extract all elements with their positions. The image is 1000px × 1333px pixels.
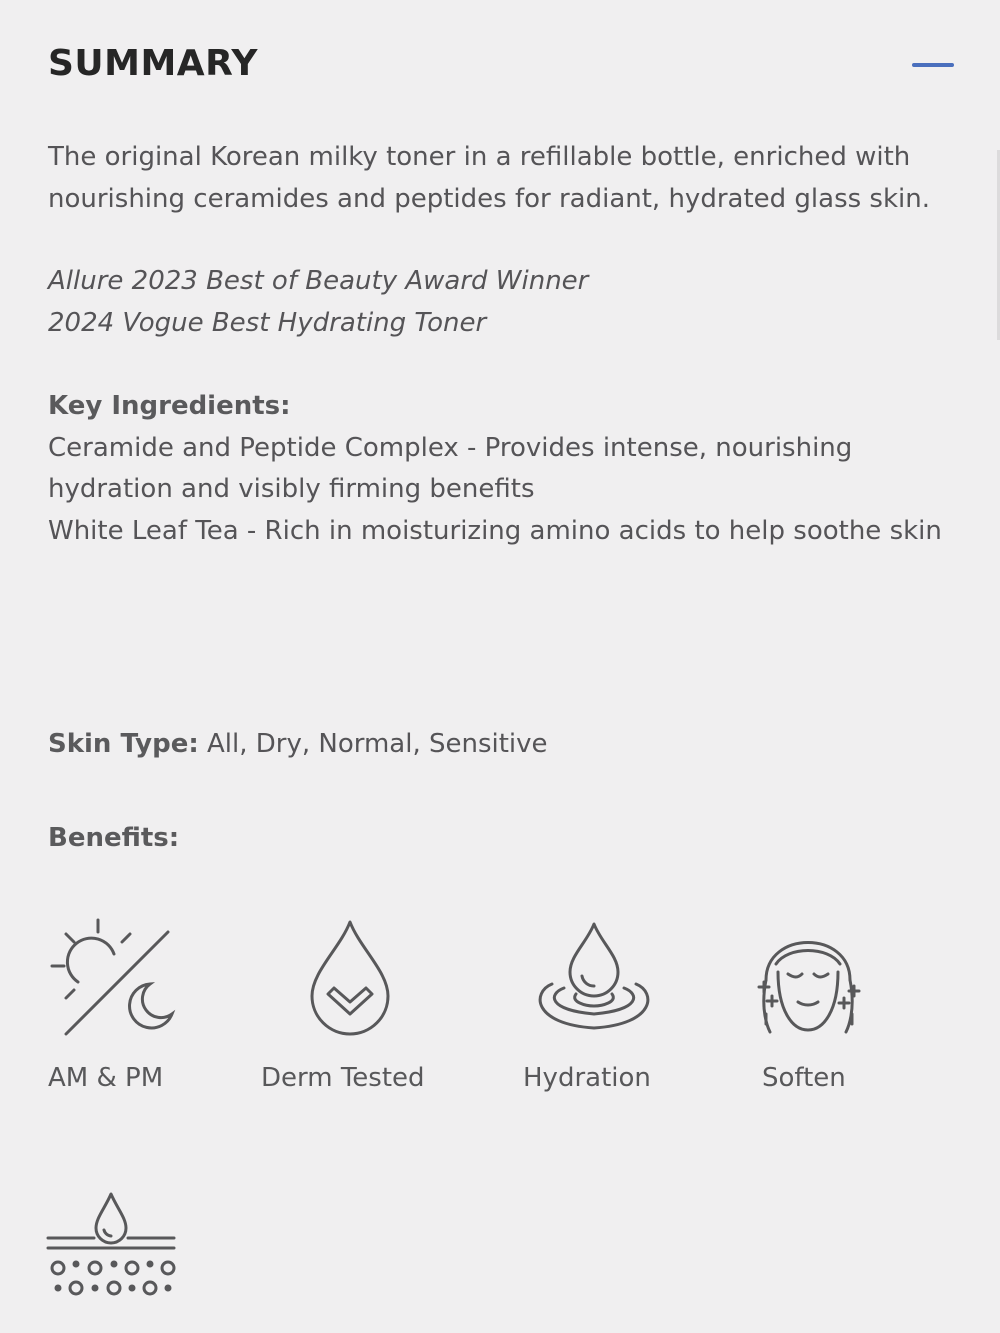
key-ingredients-heading: Key Ingredients: bbox=[48, 391, 291, 421]
ingredient-item: White Leaf Tea - Rich in moisturizing amino acids to help soothe skin bbox=[48, 515, 942, 546]
drop-check-icon bbox=[300, 910, 400, 1040]
awards-list bbox=[48, 261, 973, 344]
summary-header bbox=[48, 38, 954, 98]
benefit-am-pm bbox=[48, 910, 178, 1093]
benefit-label: Soften bbox=[762, 1063, 846, 1093]
sun-moon-icon bbox=[48, 910, 178, 1040]
award-item: 2024 Vogue Best Hydrating Toner bbox=[48, 307, 487, 338]
face-sparkle-icon bbox=[748, 910, 868, 1040]
summary-content bbox=[48, 137, 973, 552]
benefit-label: Hydration bbox=[523, 1063, 651, 1093]
benefit-label: Derm Tested bbox=[261, 1063, 425, 1093]
ingredient-item: Ceramide and Peptide Complex - Provides intense, nourishing hydration and visibly firming benefits bbox=[48, 432, 853, 504]
skin-type-value: All, Dry, Normal, Sensitive bbox=[198, 729, 548, 759]
benefit-soften bbox=[748, 910, 868, 1093]
award-item: Allure 2023 Best of Beauty Award Winner bbox=[48, 266, 589, 296]
benefit-hydration bbox=[523, 910, 658, 1093]
collapse-button[interactable] bbox=[904, 38, 954, 94]
benefit-label: AM & PM bbox=[48, 1063, 164, 1093]
benefits-heading: Benefits: bbox=[48, 823, 180, 853]
minus-icon bbox=[912, 63, 954, 67]
section-title: SUMMARY bbox=[48, 43, 258, 84]
skin-type-label: Skin Type: bbox=[48, 729, 199, 759]
product-description: The original Korean milky toner in a refillable bottle, enriched with nourishing ceramides and peptides for radiant, hydrated glass skin. bbox=[48, 142, 930, 214]
water-ripple-icon bbox=[530, 910, 658, 1040]
skin-barrier-drop-icon bbox=[44, 1188, 178, 1302]
skin-type-row bbox=[48, 729, 548, 759]
benefit-derm-tested bbox=[261, 910, 425, 1093]
benefit-skin-barrier bbox=[44, 1188, 178, 1306]
